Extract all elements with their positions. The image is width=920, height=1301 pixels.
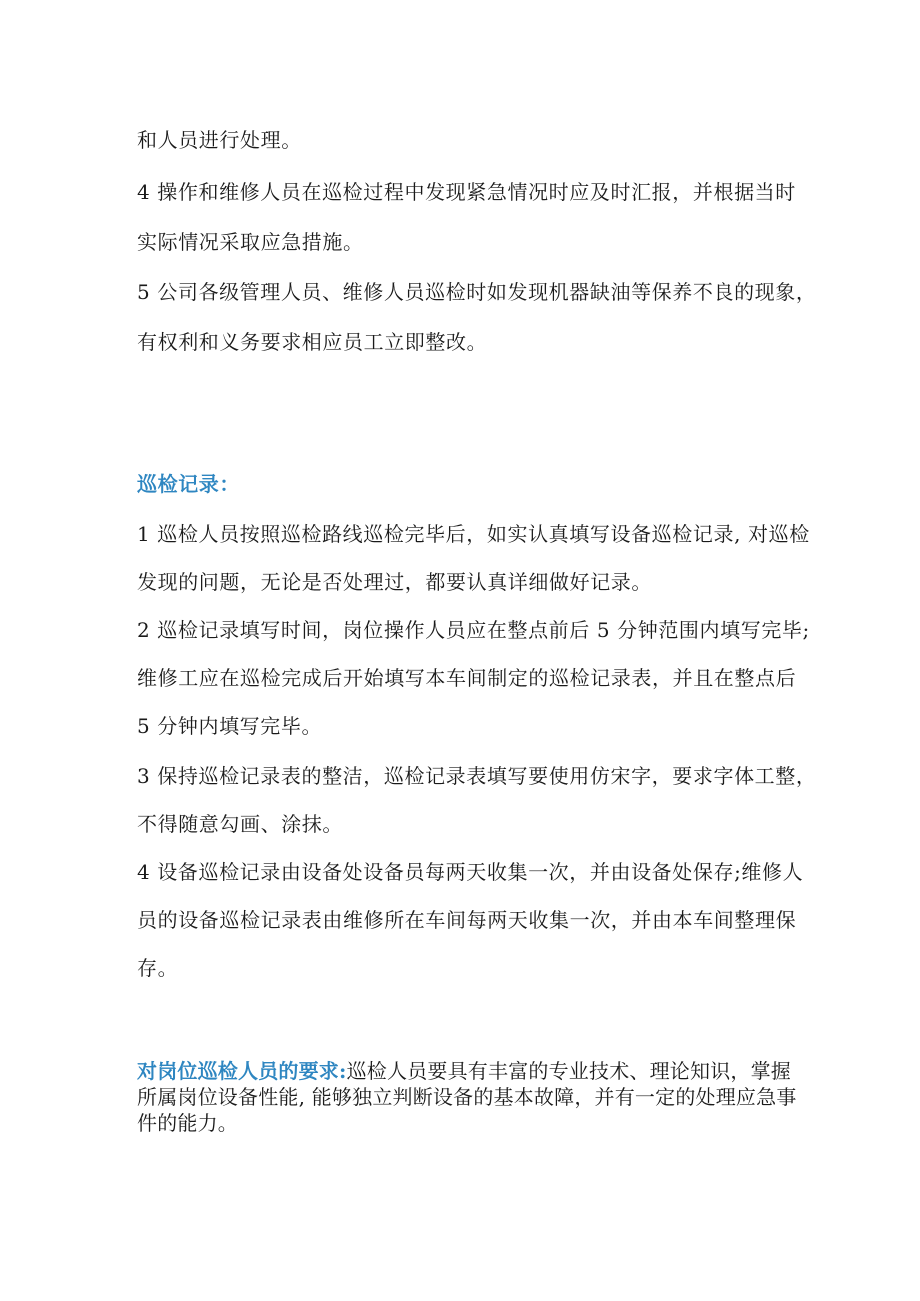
requirements-line-3: 件的能力。 <box>137 1111 238 1135</box>
requirements-line-1 <box>137 1058 817 1084</box>
paragraph-line: 发现的问题，无论是否处理过，都要认真详细做好记录。 <box>137 570 652 594</box>
requirements-label: 对岗位巡检人员的要求: <box>137 1059 347 1083</box>
paragraph-line: 5 分钟内填写完毕。 <box>137 714 323 738</box>
section-heading-records: 巡检记录： <box>137 472 240 496</box>
paragraph-line: 4 操作和维修人员在巡检过程中发现紧急情况时应及时汇报，并根据当时 <box>137 180 796 204</box>
paragraph-line: 不得随意勾画、涂抹。 <box>137 812 343 836</box>
paragraph-line: 存。 <box>137 956 179 980</box>
requirements-line-2: 所属岗位设备性能, 能够独立判断设备的基本故障，并有一定的处理应急事 <box>137 1085 797 1109</box>
paragraph-line: 实际情况采取应急措施。 <box>137 230 364 254</box>
paragraph-line: 维修工应在巡检完成后开始填写本车间制定的巡检记录表，并且在整点后 <box>137 666 797 690</box>
paragraph-line: 2 巡检记录填写时间，岗位操作人员应在整点前后 5 分钟范围内填写完毕; <box>137 618 810 642</box>
paragraph-line: 有权利和义务要求相应员工立即整改。 <box>137 330 488 354</box>
paragraph-line: 员的设备巡检记录表由维修所在车间每两天收集一次，并由本车间整理保 <box>137 908 797 932</box>
paragraph-line: 4 设备巡检记录由设备处设备员每两天收集一次，并由设备处保存;维修人 <box>137 860 804 884</box>
paragraph-line: 和人员进行处理。 <box>137 128 302 152</box>
requirements-paragraph <box>137 1058 817 1136</box>
paragraph-line: 5 公司各级管理人员、维修人员巡检时如发现机器缺油等保养不良的现象， <box>137 280 817 304</box>
requirements-text: 巡检人员要具有丰富的专业技术、理论知识，掌握 <box>346 1059 791 1083</box>
paragraph-line: 3 保持巡检记录表的整洁，巡检记录表填写要使用仿宋字，要求字体工整， <box>137 764 817 788</box>
paragraph-line: 1 巡检人员按照巡检路线巡检完毕后，如实认真填写设备巡检记录, 对巡检 <box>137 522 810 546</box>
